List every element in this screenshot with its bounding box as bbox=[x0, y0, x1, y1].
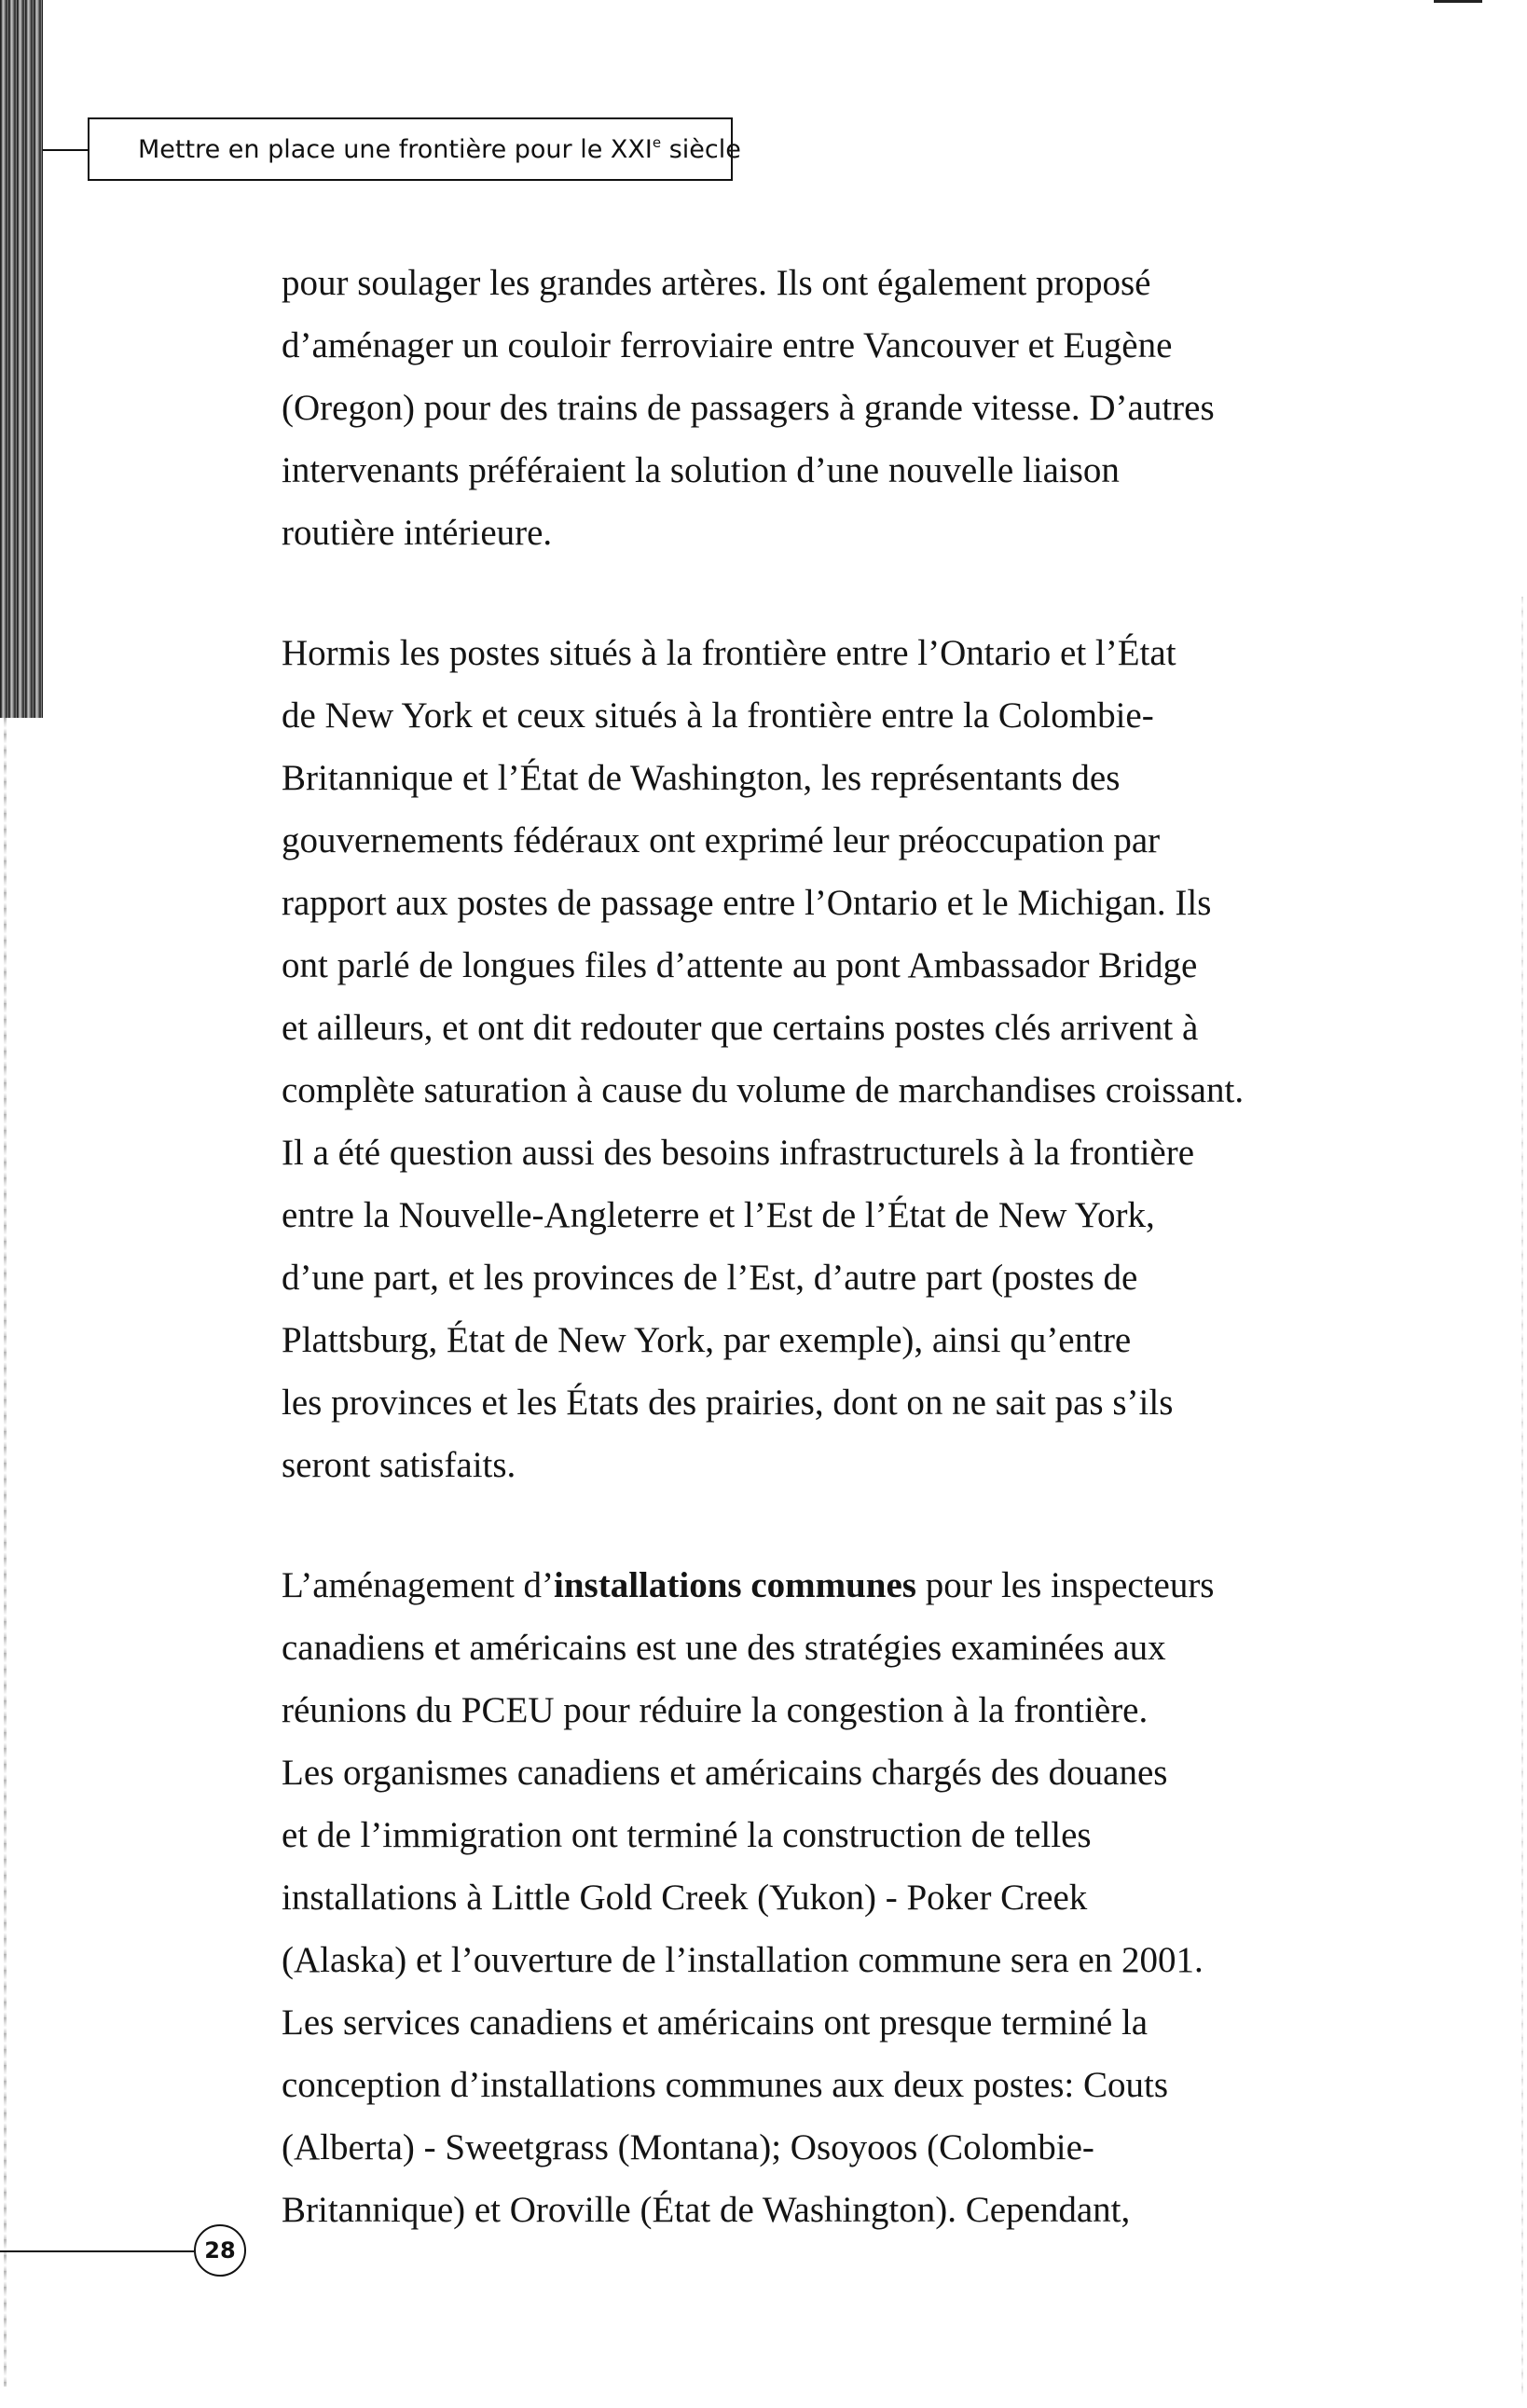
text-line: réunions du PCEU pour réduire la congestion à la frontière. bbox=[282, 1690, 1149, 1730]
text-line: seront satisfaits. bbox=[282, 1445, 516, 1485]
text-line: (Alaska) et l’ouverture de l’installation commune sera en 2001. bbox=[282, 1940, 1204, 1980]
text-line: conception d’installations communes aux deux postes: Couts bbox=[282, 2065, 1169, 2105]
text-line: complète saturation à cause du volume de marchandises croissant. bbox=[282, 1070, 1245, 1110]
text-line: et de l’immigration ont terminé la construction de telles bbox=[282, 1815, 1092, 1855]
text-line: entre la Nouvelle-Angleterre et l’Est de l’État de New York, bbox=[282, 1195, 1155, 1235]
scan-binding-edge bbox=[0, 0, 43, 718]
text-line: Hormis les postes situés à la frontière entre l’Ontario et l’État bbox=[282, 633, 1176, 673]
text-line: (Oregon) pour des trains de passagers à grande vitesse. D’autres bbox=[282, 388, 1215, 428]
text-line: Il a été question aussi des besoins infrastructurels à la frontière bbox=[282, 1133, 1195, 1173]
text-line: Les services canadiens et américains ont presque terminé la bbox=[282, 2002, 1149, 2043]
text-line: pour soulager les grandes artères. Ils ont également proposé bbox=[282, 263, 1151, 303]
text-line: gouvernements fédéraux ont exprimé leur préoccupation par bbox=[282, 820, 1161, 860]
text-line: et ailleurs, et ont dit redouter que certains postes clés arrivent à bbox=[282, 1008, 1199, 1048]
text-run: L’aménagement d’ bbox=[282, 1565, 555, 1605]
text-line: de New York et ceux situés à la frontière entre la Colombie- bbox=[282, 695, 1154, 736]
text-line: Les organismes canadiens et américains chargés des douanes bbox=[282, 1753, 1168, 1793]
text-line: rapport aux postes de passage entre l’Ontario et le Michigan. Ils bbox=[282, 883, 1212, 923]
text-line: intervenants préféraient la solution d’une nouvelle liaison bbox=[282, 450, 1120, 490]
footer-line bbox=[0, 2250, 194, 2252]
text-line: routière intérieure. bbox=[282, 513, 553, 553]
text-line: d’aménager un couloir ferroviaire entre Vancouver et Eugène bbox=[282, 325, 1173, 365]
scan-right-edge bbox=[1521, 597, 1523, 2396]
running-header-text: Mettre en place une frontière pour le XXIe siècle bbox=[138, 134, 741, 164]
paragraph-1 bbox=[282, 252, 1363, 564]
text-run: pour les inspecteurs bbox=[915, 1565, 1215, 1605]
text-line: Britannique et l’État de Washington, les représentants des bbox=[282, 758, 1121, 798]
header-connector-line bbox=[43, 149, 89, 151]
paragraph-3 bbox=[282, 1554, 1363, 2241]
text-line: ont parlé de longues files d’attente au pont Ambassador Bridge bbox=[282, 945, 1198, 985]
emphasis-term: installations communes bbox=[554, 1565, 916, 1605]
text-line: Plattsburg, État de New York, par exemple), ainsi qu’entre bbox=[282, 1320, 1132, 1360]
page-number: 28 bbox=[204, 2237, 236, 2264]
paragraph-2 bbox=[282, 622, 1363, 1496]
text-line: (Alberta) - Sweetgrass (Montana); Osoyoos (Colombie- bbox=[282, 2127, 1094, 2167]
text-line: canadiens et américains est une des stratégies examinées aux bbox=[282, 1628, 1166, 1668]
text-line: les provinces et les États des prairies, dont on ne sait pas s’ils bbox=[282, 1383, 1174, 1423]
scan-binding-shadow bbox=[4, 718, 7, 2387]
century-superscript: e bbox=[652, 134, 662, 151]
text-line: installations à Little Gold Creek (Yukon) - Poker Creek bbox=[282, 1878, 1088, 1918]
text-line: Britannique) et Oroville (État de Washington). Cependant, bbox=[282, 2190, 1131, 2230]
page-number-badge bbox=[194, 2224, 246, 2277]
text-line bbox=[282, 1554, 1363, 1617]
text-line: d’une part, et les provinces de l’Est, d’autre part (postes de bbox=[282, 1258, 1138, 1298]
running-header bbox=[88, 117, 741, 181]
body-text bbox=[282, 252, 1363, 2299]
top-edge-mark bbox=[1434, 0, 1482, 3]
